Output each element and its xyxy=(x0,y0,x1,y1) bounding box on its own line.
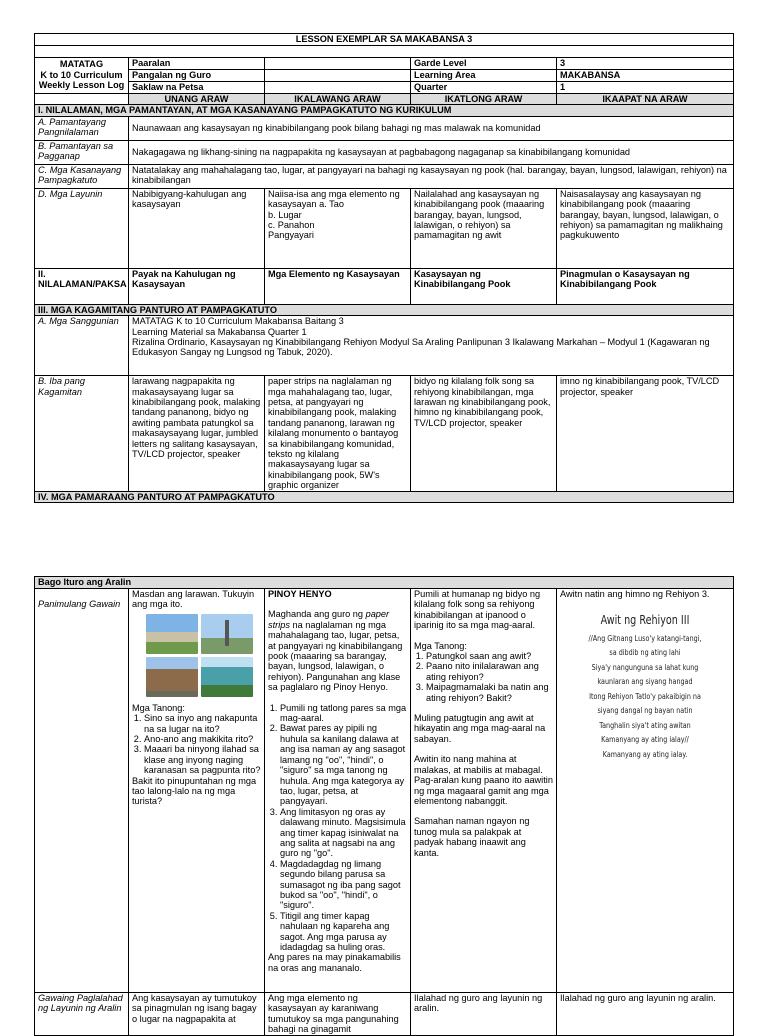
topic-day-3: Kasaysayan ng Kinabibilangang Pook xyxy=(411,268,557,304)
day-header-2: IKALAWANG ARAW xyxy=(265,94,411,105)
performance-standard-text: Nakagagawa ng likhang-sining na nagpapakita ng kasaysayan at pagbabagong nagaganap sa kinabibilangang komunidad xyxy=(129,140,734,164)
references-text xyxy=(129,316,734,376)
landmark-photo xyxy=(146,614,198,654)
game-intro-part: Maghanda ang guro ng xyxy=(268,609,366,620)
questions-list xyxy=(132,713,261,775)
lyric-line: Itong Rehiyon Tatlo'y pakaibigin na xyxy=(589,691,701,701)
materials-day-4: imno ng kinabibilangang pook, TV/LCD projector, speaker xyxy=(557,376,734,491)
game-step: 5. Titigil ang timer kapag nahulaan ng kapareha ang sagot. Ang mga parusa ay idadagdag sa huling oras. xyxy=(280,911,407,953)
row-label-objectives: D. Mga Layunin xyxy=(35,188,129,268)
lyric-line: Siya'y nangunguna sa lahat kung xyxy=(591,662,699,672)
field-value-school[interactable] xyxy=(265,58,411,70)
game-step: 1. Pumili ng tatlong pares sa mga mag-aaral. xyxy=(280,703,407,724)
intro-day-2 xyxy=(265,589,411,993)
section-1-title: I. NILALAMAN, MGA PAMANTAYAN, AT MGA KASANAYANG PAMPAGKATUTO NG KURIKULUM xyxy=(35,105,734,116)
content-standard-text: Naunawaan ang kasaysayan ng kinabibilangang pook bilang bahagi ng mas malawak na komunidad xyxy=(129,116,734,140)
instruction-paragraph: Awitin ito nang mahina at malakas, at mabilis at mabagal. Pag-aralan kung paano ito aawitin ng mga magaaral gamit ang mga elementong nabanggit. xyxy=(414,754,553,806)
landmark-photo-grid xyxy=(146,614,261,697)
org-line: MATATAG xyxy=(59,59,104,69)
game-step: 4. Magdadagdag ng limang segundo bilang parusa sa sumasagot ng iba pang sagot bukod sa "oo", "hindi", o "siguro". xyxy=(280,859,407,911)
monument-photo xyxy=(201,614,253,654)
day-header-3: IKATLONG ARAW xyxy=(411,94,557,105)
lyric-line: Tanghalin siya't ating awitan xyxy=(599,720,691,730)
reference-line: Learning Material sa Makabansa Quarter 1 xyxy=(132,326,307,337)
objective-line: b. Lugar xyxy=(268,209,302,220)
objective-day-2 xyxy=(265,188,411,268)
field-label-date: Saklaw na Petsa xyxy=(129,82,265,94)
game-outro: Ang pares na may pinakamabilis na oras ang mananalo. xyxy=(268,952,401,973)
intro-day-1 xyxy=(129,589,265,993)
objective-presentation-day-3: Ilalahad ng guro ang layunin ng aralin. xyxy=(411,993,557,1036)
objective-line: Pangyayari xyxy=(268,230,314,241)
intro-day-4 xyxy=(557,589,734,993)
objective-day-3: Nailalahad ang kasaysayan ng kinabibilangang pook (maaaring barangay, bayan, lungsod, lalawigan, o rehiyon) sa pamamagitan ng awit xyxy=(411,188,557,268)
instruction-paragraph: Muling patugtugin ang awit at hikayatin ang mga mag-aaral na sabayan. xyxy=(414,713,546,744)
field-label-grade: Garde Level xyxy=(411,58,557,70)
reference-line: MATATAG K to 10 Curriculum Makabansa Baitang 3 xyxy=(132,316,344,327)
field-value-quarter: 1 xyxy=(557,82,734,94)
lesson-log-page-1 xyxy=(34,33,734,503)
river-photo xyxy=(201,657,253,697)
question-item: 3. Maaari ba ninyong ilahad sa klase ang inyong naging karanasan sa pagpunta rito? xyxy=(144,744,261,775)
before-lesson-header: Bago Ituro ang Aralin xyxy=(35,577,734,589)
materials-day-2: paper strips na naglalaman ng mga mahahalagang tao, lugar, petsa, at pangyayari ng kinabibilangang pook, malaking tandang pananong, larawan ng kilalang monumento o bantayog sa kinabibilangang komunidad, teksto ng kilalang makasaysayang lugar sa kinabibilangang pook, 5W's graphic organizer xyxy=(265,376,411,491)
game-intro xyxy=(268,609,407,692)
intro-text: Masdan ang larawan. Tukuyin ang mga ito. xyxy=(132,589,255,610)
intro-day-3 xyxy=(411,589,557,993)
closing-question: Bakit ito pinupuntahan ng mga tao lalong-lalo na ng mga turista? xyxy=(132,775,257,807)
hymn-lyrics xyxy=(577,613,713,762)
row-label-objective-presentation: Gawaing Paglalahad ng Layunin ng Aralin xyxy=(35,993,129,1036)
row-label-content-standard: A. Pamantayang Pangnilalaman xyxy=(35,116,129,140)
lyric-line: Kamanyang ay ating ialay// xyxy=(601,735,689,745)
objective-line: c. Panahon xyxy=(268,220,315,231)
questions-title: Mga Tanong: xyxy=(414,640,467,651)
hymn-title: Awit ng Rehiyon III xyxy=(600,613,690,628)
materials-day-1: larawang nagpapakita ng makasaysayang lugar sa kinabibilangang pook, malaking tandang pananong, bidyo ng awiting pambata patungkol sa makasaysayang lugar, jumbled letters ng salitang kasaysayan, TV/LCD projector, speaker xyxy=(129,376,265,491)
topic-day-1: Payak na Kahulugan ng Kasaysayan xyxy=(129,268,265,304)
field-label-quarter: Quarter xyxy=(411,82,557,94)
objective-presentation-day-1: Ang kasaysayan ay tumutukoy sa pinagmulan ng isang bagay o lugar na nagpapakita at xyxy=(129,993,265,1036)
section-2-title: II. NILALAMAN/PAKSA xyxy=(35,268,129,304)
org-line: Weekly Lesson Log xyxy=(38,80,125,91)
objective-presentation-day-2: Ang mga elemento ng kasaysayan ay karaniwang tumutukoy sa mga pangunahing bahagi na ginagamit xyxy=(265,993,411,1036)
objective-presentation-day-4: Ilalahad ng guro ang layunin ng aralin. xyxy=(557,993,734,1036)
procedures-table xyxy=(34,576,734,1036)
game-intro-part: na naglalaman ng mga mahahalagang tao, lugar, petsa, at pangyayari ng kinabibilangang pook (maaaring sa barangay, bayan, lungsod, lalawigan, o rehiyon). Pangunahan ang klase sa paglalaro ng Pinoy Henyo. xyxy=(268,619,403,693)
field-value-date[interactable] xyxy=(265,82,411,94)
spacer-row xyxy=(35,46,734,58)
lesson-log-table xyxy=(34,33,734,503)
objective-day-4: Naisasalaysay ang kasaysayan ng kinabibilangang pook (maaaring barangay, bayan, lungsod, lalawigan, o rehiyon) sa pamamagitan ng malikhaing pagkukuwento xyxy=(557,188,734,268)
document-title: LESSON EXEMPLAR SA MAKABANSA 3 xyxy=(35,34,734,46)
row-label-references: A. Mga Sanggunian xyxy=(35,316,129,376)
row-label-competencies: C. Mga Kasanayang Pampagkatuto xyxy=(35,164,129,188)
question-item: 1. Patungkol saan ang awit? xyxy=(426,651,553,661)
question-item: 1. Sino sa inyo ang nakapunta na sa lugar na ito? xyxy=(144,713,261,734)
day-header-4: IKAAPAT NA ARAW xyxy=(557,94,734,105)
day-header-1: UNANG ARAW xyxy=(129,94,265,105)
hymn-instruction: Awitn natin ang himno ng Rehiyon 3. xyxy=(560,589,710,599)
lesson-log-page-2 xyxy=(34,576,734,1036)
curriculum-label xyxy=(35,58,129,94)
questions-title: Mga Tanong: xyxy=(132,702,185,713)
field-label-area: Learning Area xyxy=(411,70,557,82)
objective-day-1: Nabibigyang-kahulugan ang kasaysayan xyxy=(129,188,265,268)
section-4-title: IV. MGA PAMARAANG PANTURO AT PAMPAGKATUTO xyxy=(35,491,734,502)
game-step: 2. Bawat pares ay pipili ng huhula sa kanilang dalawa at ang isa naman ay ang sasagot lamang ng "oo", "hindi", o "siguro" sa mga tanong ng huhula. Ang mga kategorya ay tao, lugar, petsa, at pangyayari. xyxy=(280,723,407,806)
field-value-teacher[interactable] xyxy=(265,70,411,82)
field-value-area: MAKABANSA xyxy=(557,70,734,82)
lyric-line: siyang dangal ng bayan natin xyxy=(597,706,693,716)
question-item: 2. Paano nito inilalarawan ang ating rehiyon? xyxy=(426,661,553,682)
competencies-text: Natatalakay ang mahahalagang tao, lugar, at pangyayari na bahagi ng kasaysayan ng pook (hal. barangay, bayan, lungsod, lalawigan, rehiyon) na kinabibilangan xyxy=(129,164,734,188)
lyric-line: sa dibdib ng ating lahi xyxy=(609,648,681,658)
row-label-other-materials: B. Iba pang Kagamitan xyxy=(35,376,129,491)
church-photo xyxy=(146,657,198,697)
game-title: PINOY HENYO xyxy=(268,589,332,599)
lyric-line: //Ang Gitnang Luso'y katangi-tangi, xyxy=(588,633,702,643)
section-3-title: III. MGA KAGAMITANG PANTURO AT PAMPAGKATUTO xyxy=(35,304,734,315)
lyric-line: Kamanyang ay ating ialay. xyxy=(602,749,688,759)
game-step: 3. Ang limitasyon ng oras ay dalawang minuto. Magsisimula ang timer kapag isiniwalat na ang salita at nagsabi na ang guro ng "go". xyxy=(280,807,407,859)
field-label-school: Paaralan xyxy=(129,58,265,70)
question-item: 3. Maipagmamalaki ba natin ang ating rehiyon? Bakit? xyxy=(426,682,553,703)
topic-day-2: Mga Elemento ng Kasaysayan xyxy=(265,268,411,304)
field-value-grade: 3 xyxy=(557,58,734,70)
org-line: K to 10 Curriculum xyxy=(40,69,123,80)
row-label-intro-activity: Panimulang Gawain xyxy=(35,589,129,993)
game-intro-emphasis: paper strips xyxy=(268,609,390,630)
questions-list xyxy=(414,651,553,703)
lyric-line: kaunlaran ang siyang hangad xyxy=(597,677,693,687)
song-activity-intro: Pumili at humanap ng bidyo ng kilalang folk song sa rehiyong kinabibilangan at ipanood o iparinig ito sa mga mag-aaral. xyxy=(414,589,541,631)
question-item: 2. Ano-ano ang makikita rito? xyxy=(144,734,261,744)
reference-line: Rizalina Ordinario, Kasaysayan ng Kinabibilangang Rehiyon Modyul Sa Araling Panlipunan 3 Ikalawang Markahan – Modyul 1 (Kagawaran ng Edukasyon Sangay ng Lungsod ng Tabuk, 2020). xyxy=(132,337,710,358)
row-label-performance-standard: B. Pamantayan sa Pagganap xyxy=(35,140,129,164)
instruction-paragraph: Samahan naman ngayon ng tunog mula sa palakpak at padyak habang inaawit ang kanta. xyxy=(414,816,530,858)
objective-line: Naiisa-isa ang mga elemento ng kasaysayan a. Tao xyxy=(268,188,400,210)
field-label-teacher: Pangalan ng Guro xyxy=(129,70,265,82)
topic-day-4: Pinagmulan o Kasaysayan ng Kinabibilangang Pook xyxy=(557,268,734,304)
day-header-blank xyxy=(35,94,129,105)
game-steps-list xyxy=(268,703,407,953)
materials-day-3: bidyo ng kilalang folk song sa rehiyong kinabibilangan, mga larawan ng kinabibilangang pook, himno ng kinabibilangang pook, TV/LCD projector, speaker xyxy=(411,376,557,491)
